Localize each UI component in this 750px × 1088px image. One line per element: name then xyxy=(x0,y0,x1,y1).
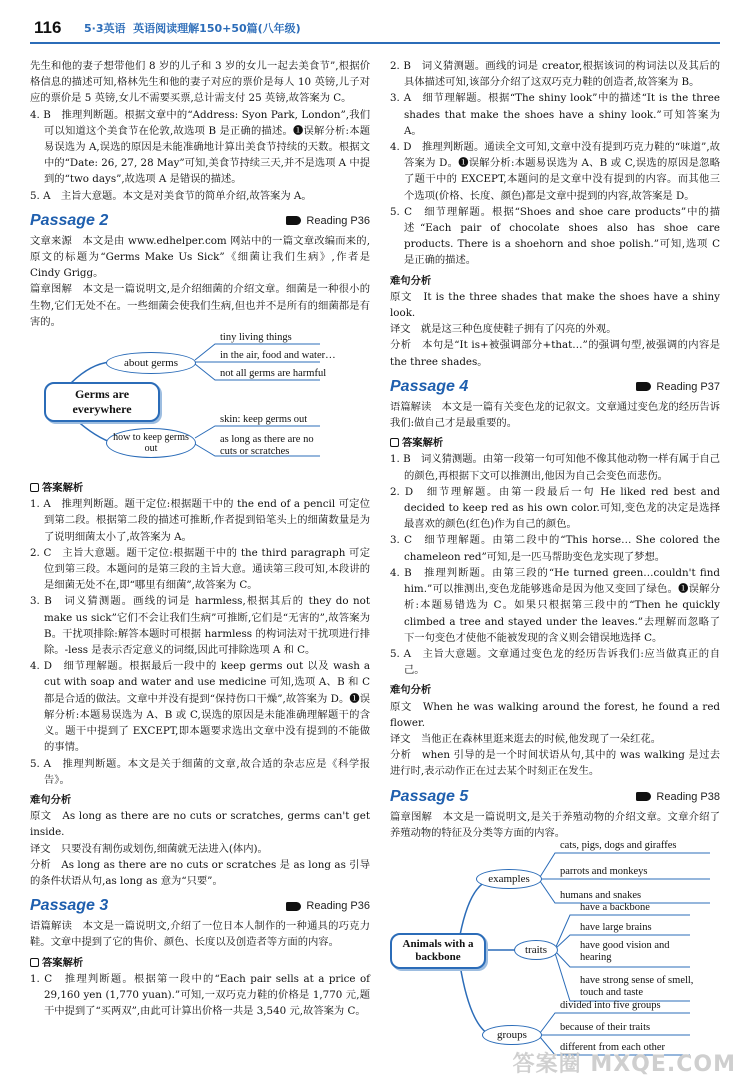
difficult-line: 原文 When he was walking around the forest, he found a red flower. xyxy=(390,700,720,729)
answer-item: 3. A 细节理解题。根据“The shiny look”中的描述“It is the three shades that make the shoes have a shiny look.”可知答案为 A。 xyxy=(390,92,720,137)
watermark: 答案圈 MXQE.COM xyxy=(512,1052,736,1077)
reading-page: Reading P38 xyxy=(656,790,720,803)
brand: 5·3英语 xyxy=(84,22,126,35)
answer-item: 2. D 细节理解题。由第一段最后一句 He liked red best and decided to keep red as his own color.可知,变色龙的决定是选择最喜欢的颜色(红色)作为自己的颜色。 xyxy=(390,485,720,531)
mindmap-leaf: have good vision and hearing xyxy=(580,939,670,963)
passage-title: Passage 3 xyxy=(30,897,109,915)
mindmap-leaf: parrots and monkeys xyxy=(560,865,648,877)
answer-section-heading: 答案解析 xyxy=(30,480,370,496)
mindmap-node-examples: examples xyxy=(476,869,542,889)
article-source: 文章来源 本文是由 www.edhelper.com 网站中的一篇文章改编而来的,原文的标题为“Germs Make Us Sick”《细菌让我们生病》,作者是 Cindy Grigg。 xyxy=(30,234,370,280)
left-column xyxy=(30,58,370,1019)
difficult-line: 原文 It is the three shades that make the shoes have a shiny look. xyxy=(390,290,720,320)
mindmap-leaf: different from each other xyxy=(560,1041,666,1053)
animals-mindmap xyxy=(390,839,720,1060)
answer-item: 4. D 细节理解题。根据最后一段中的 keep germs out 以及 wash a cut with soap and water and use medicine 可知,选项 A、B 和 C 都是合适的做法。文章中并没有提到“保持伤口干燥”,故答案为 D。❶误解分析:本题易误选为 A、B 或 C,误选的原因是未能准确理解题干的含义。题干中提到了 EXCEPT,即本题要求选出文章中没有提到的不能做的事情。 xyxy=(30,660,370,754)
answer-item: 1. A 推理判断题。题干定位:根据题干中的 the end of a pencil 可定位到第二段。根据第二段的描述可推断,作者提到铅笔头上的细菌数量是为了说明细菌太小了,故答案为 A。 xyxy=(30,498,370,543)
passage-5-header xyxy=(390,788,720,806)
answer-section-heading: 答案解析 xyxy=(30,955,370,971)
pointing-hand-icon xyxy=(636,792,651,801)
mindmap-leaf: skin: keep germs out xyxy=(220,414,308,426)
difficult-sentence-heading: 难句分析 xyxy=(390,684,432,697)
mindmap-leaf: have a backbone xyxy=(580,901,650,913)
mindmap-leaf: divided into five groups xyxy=(560,999,661,1011)
answer-item: 2. B 词义猜测题。画线的词是 creator,根据该词的构词法以及其后的具体描述可知,该部分介绍了这双巧克力鞋的创造者,故答案为 B。 xyxy=(390,60,720,89)
mindmap-node-keep-germs-out: how to keep germs out xyxy=(106,428,196,458)
mindmap-leaf: have large brains xyxy=(580,921,652,933)
germs-mindmap xyxy=(30,334,370,474)
difficult-line: 分析 本句是“It is+被强调部分+that…”的强调句型,被强调的内容是 the three shades。 xyxy=(390,339,720,368)
answer-item: 4. D 推理判断题。通读全文可知,文章中没有提到巧克力鞋的“味道”,故答案为 D。❶误解分析:本题易误选为 A、B 或 C,误选的原因是忽略了题干中的 EXCEPT,本题问的是文章中没有提到的内容。而其他三个选项(价格、长度、颜色)都是文章中提到的内容,故答案是 D。 xyxy=(390,141,720,202)
passage-4-header xyxy=(390,378,720,396)
mindmap-root: Germs are everywhere xyxy=(44,382,160,422)
answer-item: 4. B 推理判断题。根据文章中的“Address: Syon Park, London”,我们可以知道这个美食节在伦敦,故选项 B 是正确的描述。❶误解分析:本题易误选为 A,误选的原因是未能准确地计算出美食节持续的天数。根据文中的“Date: 26, 27, 28 May”可知,美食节持续三天,并不是选项 A 中提到的“two days”,故选项 A 是错误的描述。 xyxy=(30,108,370,186)
passage-title: Passage 2 xyxy=(30,211,109,229)
passage-intro: 语篇解读 本文是一篇说明文,介绍了一位日本人制作的一种通具的巧克力鞋。文章中提到了它的售价、颜色、长度以及创造者等方面的内容。 xyxy=(30,920,370,949)
reading-page: Reading P37 xyxy=(656,380,720,393)
answer-item: 5. A 主旨大意题。本文是对美食节的简单介绍,故答案为 A。 xyxy=(30,189,312,202)
passage-title: Passage 5 xyxy=(390,787,469,805)
answer-item: 1. C 推理判断题。根据第一段中的“Each pair sells at a price of 29,160 yen (1,770 yuan).”可知,一双巧克力鞋的价格是 1,770 元,题干中提到了“买两双”,由此可计算出价格一共是 3,540 元,故答案为 C。 xyxy=(30,972,370,1018)
difficult-line: 译文 就是这三种色度使鞋子拥有了闪亮的外观。 xyxy=(390,323,617,336)
answer-item: 5. A 主旨大意题。文章通过变色龙的经历告诉我们:应当做真正的自己。 xyxy=(390,647,720,677)
mindmap-leaf: cats, pigs, dogs and giraffes xyxy=(560,839,677,851)
page-number: 116 xyxy=(34,18,62,37)
passage-title: Passage 4 xyxy=(390,377,469,395)
difficult-line: 原文 As long as there are no cuts or scratches, germs can't get inside. xyxy=(30,810,370,839)
passage-intro: 语篇解读 本文是一篇有关变色龙的记叙文。文章通过变色龙的经历告诉我们:做自己才是最重要的。 xyxy=(390,400,720,430)
mindmap-leaf: humans and snakes xyxy=(560,889,642,901)
answer-item: 4. B 推理判断题。由第三段的“He turned green…couldn't find him.”可以推测出,变色龙能够逃命是因为他又变回了绿色。❶误解分析:本题易错选为 C。如果只根据第三段中的“Then he quickly climbed a tree and stayed under the leaves.”去理解而忽略了下一句变色才使他不能被发现的含义则会错误地选择 C。 xyxy=(390,566,720,644)
reading-ref xyxy=(636,381,720,393)
book-title xyxy=(84,20,301,36)
mindmap-leaf: tiny living things xyxy=(220,332,292,344)
passage-2-header xyxy=(30,212,370,230)
difficult-line: 译文 当他正在森林里逛来逛去的时候,他发现了一朵红花。 xyxy=(390,732,661,745)
mindmap-node-about-germs: about germs xyxy=(106,352,196,374)
pointing-hand-icon xyxy=(286,902,301,911)
page-header xyxy=(0,0,750,52)
mindmap-leaf: in the air, food and water… xyxy=(220,350,336,362)
difficult-line: 译文 只要没有割伤或划伤,细菌就无法进入(体内)。 xyxy=(30,842,268,855)
mindmap-root: Animals with a backbone xyxy=(390,933,486,969)
lock-icon xyxy=(30,483,39,492)
intro-text: 先生和他的妻子想带他们 8 岁的儿子和 3 岁的女儿一起去美食节”,根据价格信息的描述可知,格林先生和他的妻子对应的票价是每人 10 英镑,儿子对应的票价是 5 英镑,女儿不需要买票,总计需支付 25 英镑,故答案为 C。 xyxy=(30,60,370,105)
lock-icon xyxy=(30,958,39,967)
reading-ref xyxy=(286,215,370,227)
answer-item: 3. C 细节理解题。由第二段中的“This horse… She colored the chameleon red”可知,是一匹马帮助变色龙实现了梦想。 xyxy=(390,534,720,563)
reading-ref xyxy=(636,791,720,803)
right-column xyxy=(390,58,720,1066)
mindmap-leaf: because of their traits xyxy=(560,1021,651,1033)
answer-section-heading: 答案解析 xyxy=(390,435,720,451)
passage-3-header xyxy=(30,897,370,915)
diagram-caption: 篇章图解 本文是一篇说明文,是介绍细菌的介绍文章。细菌是一种很小的生物,它们无处不在。一些细菌会使我们生病,但也并不是所有的细菌都是有害的。 xyxy=(30,283,370,328)
difficult-line: 分析 As long as there are no cuts or scratches 是 as long as 引导的条件状语从句,as long as 意为“只要”。 xyxy=(30,858,370,887)
pointing-hand-icon xyxy=(636,382,651,391)
answer-item: 5. C 细节理解题。根据“Shoes and shoe care products”中的描述“Each pair of chocolate shoes also has shoe care products. There is a shoehorn and shoe polish.”可知,选项 C 是正确的描述。 xyxy=(390,205,720,267)
difficult-line: 分析 when 引导的是一个时间状语从句,其中的 was walking 是过去进行时,表示动作正在过去某个时刻正在发生。 xyxy=(390,749,720,778)
answer-item: 2. C 主旨大意题。题干定位:根据题干中的 the third paragraph 可定位到第三段。本题问的是第三段的主旨大意。通读第三段可知,本段讲的是细菌无处不在,即“哪里有细菌”,故答案为 C。 xyxy=(30,546,370,592)
pointing-hand-icon xyxy=(286,216,301,225)
mindmap-leaf: not all germs are harmful xyxy=(220,368,327,380)
mindmap-leaf: as long as there are no cuts or scratches xyxy=(220,434,314,458)
reading-page: Reading P36 xyxy=(306,900,370,913)
mindmap-leaf: have strong sense of smell, touch and taste xyxy=(580,974,694,998)
header-rule xyxy=(30,42,720,44)
mindmap-node-traits: traits xyxy=(514,940,558,960)
difficult-sentence-heading: 难句分析 xyxy=(390,274,432,287)
series-title: 英语阅读理解150+50篇(八年级) xyxy=(133,22,301,35)
difficult-sentence-heading: 难句分析 xyxy=(30,793,72,806)
reading-ref xyxy=(286,900,370,912)
answer-item: 1. B 词义猜测题。由第一段第一句可知他不像其他动物一样有属于自己的颜色,再根据下文可以推测出,他因为自己会变色而悲伤。 xyxy=(390,453,720,482)
answer-item: 5. A 推理判断题。本文是关于细菌的文章,故合适的杂志应是《科学报告》。 xyxy=(30,757,370,786)
passage-intro: 篇章图解 本文是一篇说明文,是关于养殖动物的介绍文章。文章介绍了养殖动物的特征及分类等方面的内容。 xyxy=(390,810,720,839)
mindmap-node-groups: groups xyxy=(482,1025,542,1045)
answer-item: 3. B 词义猜测题。画线的词是 harmless,根据其后的 they do not make us sick”它们不会让我们生病”可推断,它们是“无害的”,故答案为 B。干扰项排除:解答本题时可根据 harmless 的构词法对干扰项进行排除。-less 是表示否定意义的词缀,因此可排除选项 A 和 C。 xyxy=(30,595,370,657)
reading-page: Reading P36 xyxy=(306,214,370,227)
lock-icon xyxy=(390,438,399,447)
